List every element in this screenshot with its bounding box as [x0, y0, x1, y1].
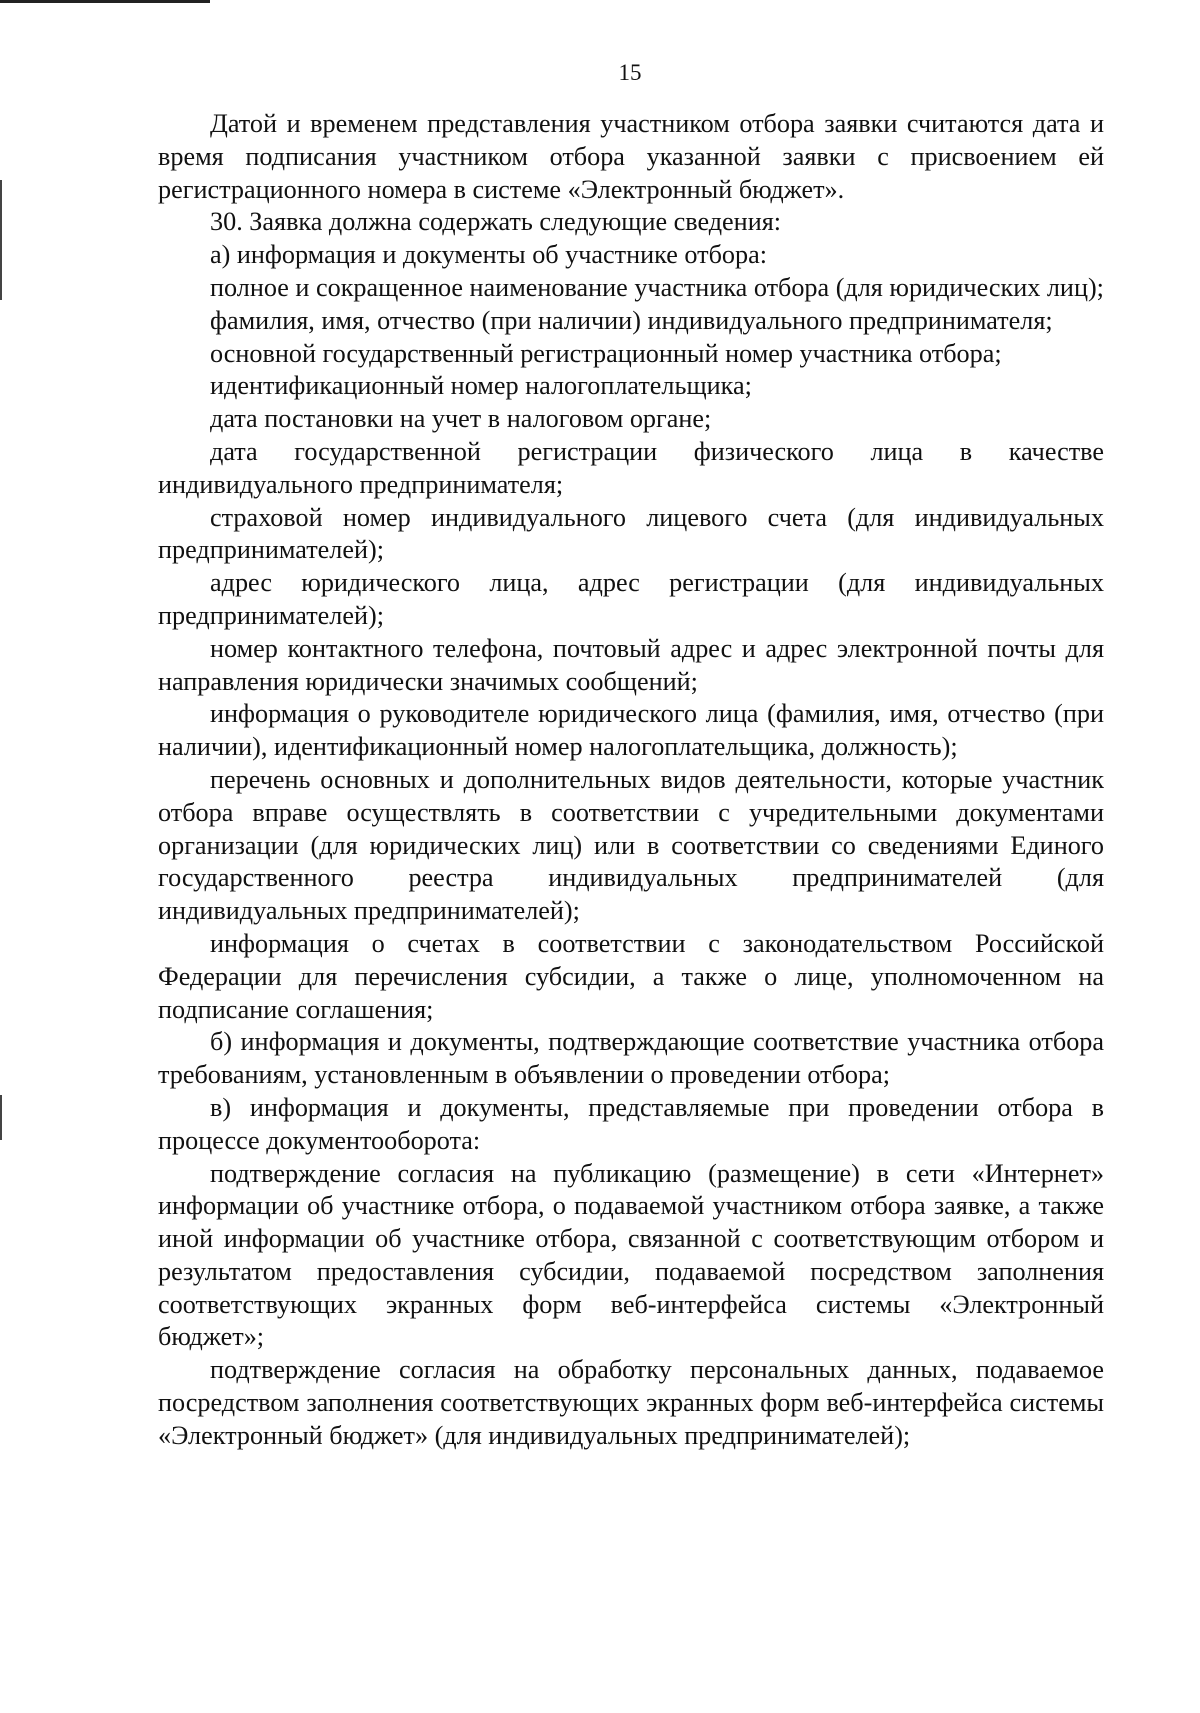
paragraph: дата постановки на учет в налоговом органе; [210, 404, 712, 434]
scan-edge-top [0, 0, 210, 3]
page-number: 15 [618, 60, 642, 85]
paragraph: полное и сокращенное наименование участника отбора (для юридических лиц); [210, 272, 1104, 302]
paragraph: подтверждение согласия на публикацию (размещение) в сети «Интернет» информации об участнике отбора, о подаваемой участником отбора заявке, а также иной информации об участнике отбора, связанной с соответствующим отбором и результатом предоставления субсидии, подаваемой посредством заполнения соответствующих экранных форм веб-интерфейса системы «Электронный бюджет»; [158, 1158, 1104, 1352]
scan-edge-left [0, 1095, 2, 1140]
paragraph: идентификационный номер налогоплательщика; [210, 371, 752, 401]
scan-edge-left [0, 180, 2, 300]
paragraph: дата государственной регистрации физического лица в качестве индивидуального предпринимателя; [158, 436, 1104, 499]
document-body [158, 108, 1104, 1453]
paragraph: перечень основных и дополнительных видов деятельности, которые участник отбора вправе осуществлять в соответствии с учредительными документами организации (для юридических лиц) или в соответствии со сведениями Единого государственного реестра индивидуальных предпринимателей (для индивидуальных предпринимателей); [158, 764, 1104, 926]
paragraph: подтверждение согласия на обработку персональных данных, подаваемое посредством заполнения соответствующих экранных форм веб-интерфейса системы «Электронный бюджет» (для индивидуальных предпринимателей); [158, 1355, 1104, 1450]
paragraph: б) информация и документы, подтверждающие соответствие участника отбора требованиям, установленным в объявлении о проведении отбора; [158, 1027, 1104, 1090]
paragraph: информация о счетах в соответствии с законодательством Российской Федерации для перечисления субсидии, а также о лице, уполномоченном на подписание соглашения; [158, 928, 1104, 1024]
paragraph: фамилия, имя, отчество (при наличии) индивидуального предпринимателя; [210, 305, 1053, 335]
paragraph: в) информация и документы, представляемые при проведении отбора в процессе документооборота: [158, 1092, 1104, 1155]
paragraph: 30. Заявка должна содержать следующие сведения: [210, 207, 782, 237]
paragraph: страховой номер индивидуального лицевого счета (для индивидуальных предпринимателей); [158, 502, 1104, 565]
paragraph: основной государственный регистрационный номер участника отбора; [210, 338, 1002, 368]
paragraph: номер контактного телефона, почтовый адрес и адрес электронной почты для направления юридически значимых сообщений; [158, 633, 1104, 696]
paragraph: адрес юридического лица, адрес регистрации (для индивидуальных предпринимателей); [158, 568, 1104, 630]
paragraph: Датой и временем представления участником отбора заявки считаются дата и время подписания участником отбора указанной заявки с присвоением ей регистрационного номера в системе «Электронный бюджет». [158, 109, 1104, 204]
paragraph: информация о руководителе юридического лица (фамилия, имя, отчество (при наличии), идентификационный номер налогоплательщика, должность); [158, 699, 1104, 762]
paragraph: а) информация и документы об участнике отбора: [210, 240, 767, 270]
